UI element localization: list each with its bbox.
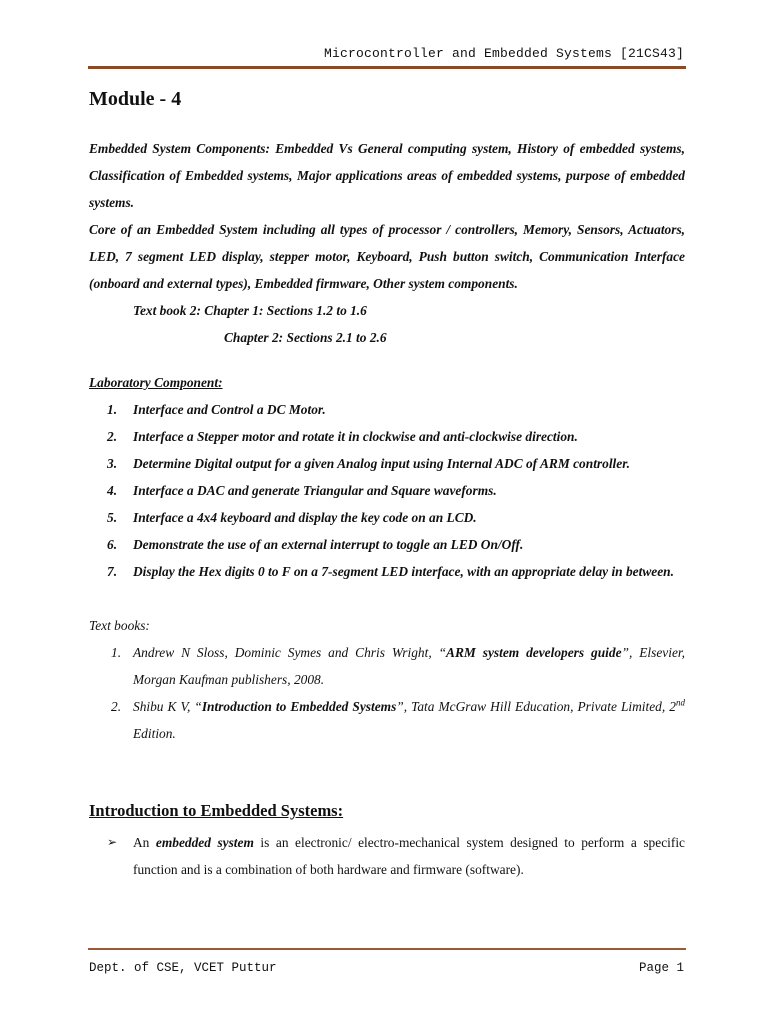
list-number: 1. [107,402,118,417]
list-item [89,693,685,747]
list-text: Demonstrate the use of an external interrupt to toggle an LED On/Off. [133,537,524,552]
list-item [89,450,685,477]
textbook-reference-2: Chapter 2: Sections 2.1 to 2.6 [224,330,387,345]
list-text [133,693,685,747]
book-author: Shibu K V, “ [133,699,202,714]
textbooks-list [89,639,685,747]
book-publisher: ”, Tata McGraw Hill Education, Private Limited, 2 [396,699,676,714]
list-number: 2. [107,429,118,444]
footer-rule [88,948,686,950]
intro-text-start: An [133,835,156,850]
list-text: Interface a DAC and generate Triangular and Square waveforms. [133,483,497,498]
book-title: Introduction to Embedded Systems [201,699,397,714]
syllabus-paragraph-2: Core of an Embedded System including all types of processor / controllers, Memory, Sensors, Actuators, LED, 7 segment LED display, stepper motor, Keyboard, Push button switch, Communication Interface (onboard and external types), Embedded firmware, Other system components. [89,222,685,291]
page-header: Microcontroller and Embedded Systems [21CS43] [323,46,684,61]
book-edition: Edition. [133,726,176,741]
syllabus-paragraph-1: Embedded System Components: Embedded Vs General computing system, History of embedded systems, Classification of Embedded systems, Major applications areas of embedded systems, purpose of embedded systems. [89,141,685,210]
edition-superscript: nd [675,697,685,708]
list-text: Determine Digital output for a given Analog input using Internal ADC of ARM controller. [133,456,631,471]
arrow-bullet-icon: ➢ [107,835,118,849]
list-item [89,396,685,423]
lab-heading: Laboratory Component: [89,375,223,390]
list-item [89,423,685,450]
intro-emphasis: embedded system [155,835,254,850]
module-title: Module - 4 [89,88,182,110]
list-number: 5. [107,510,118,525]
intro-text-end: is an electronic/ electro-mechanical system designed to perform a specific function and is a combination of both hardware and firmware (software). [133,835,685,877]
list-item [89,477,685,504]
list-item [89,639,685,693]
list-text: Interface a Stepper motor and rotate it in clockwise and anti-clockwise direction. [133,429,578,444]
textbooks-heading: Text books: [89,618,150,633]
intro-heading: Introduction to Embedded Systems: [89,801,344,820]
list-number: 1. [111,645,122,660]
list-item [89,558,685,585]
list-number: 6. [107,537,118,552]
list-number: 2. [111,699,122,714]
list-number: 7. [107,564,118,579]
footer-department: Dept. of CSE, VCET Puttur [89,961,277,975]
lab-list [89,396,685,585]
list-item [89,504,685,531]
list-text: Interface and Control a DC Motor. [133,402,326,417]
list-item [89,531,685,558]
textbook-reference-1: Text book 2: Chapter 1: Sections 1.2 to 1.6 [133,303,367,318]
list-text: Display the Hex digits 0 to F on a 7-segment LED interface, with an appropriate delay in between. [133,564,674,579]
page-content [89,86,685,883]
book-author: Andrew N Sloss, Dominic Symes and Chris Wright, “ [133,645,447,660]
book-title: ARM system developers guide [446,645,622,660]
list-item [89,829,685,883]
intro-text [133,829,685,883]
list-number: 4. [107,483,118,498]
list-number: 3. [107,456,118,471]
header-rule [88,66,686,69]
page-number: Page 1 [638,961,684,975]
list-text [133,639,685,693]
list-text: Interface a 4x4 keyboard and display the key code on an LCD. [133,510,477,525]
book-publisher: ”, Elsevier, Morgan Kaufman publishers, 2008. [133,645,685,687]
